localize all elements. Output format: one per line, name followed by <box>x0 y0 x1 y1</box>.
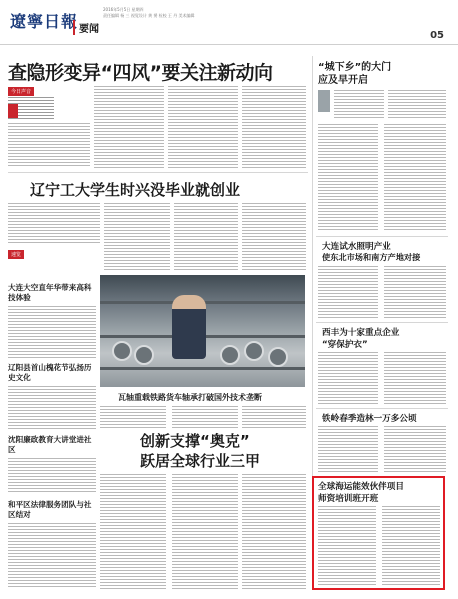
page-number: 05 <box>430 30 444 41</box>
headline-top: 查隐形变异“四风”要关注新动向 <box>8 62 273 84</box>
intro-photo <box>8 104 18 118</box>
brief-item-4: 和平区法律服务团队与社区结对 <box>8 500 92 519</box>
right-text-b <box>388 90 446 120</box>
graduates-text-col3 <box>174 203 238 271</box>
right-divider-3 <box>316 408 448 409</box>
right-headline-4: 铁岭春季造林一万多公顷 <box>322 414 417 424</box>
right-text-e <box>318 266 378 318</box>
headline-innovation-line2: 跃居全球行业三甲 <box>140 452 261 470</box>
caption-text-col2 <box>172 406 238 428</box>
column-divider <box>312 56 313 476</box>
right-text-a <box>334 90 384 120</box>
worker-figure <box>172 295 206 359</box>
brief-item-3: 沈阳廉政教育大讲堂进社区 <box>8 435 92 454</box>
brief-item-3-text <box>8 458 96 494</box>
right-text-j <box>384 426 446 472</box>
brief-tag: 速览 <box>8 250 24 259</box>
right-headline-1-line1: “城下乡”的大门 <box>318 62 392 73</box>
right-headline-2-line1: 大连试水照明产业 <box>322 242 391 252</box>
article-text-col3 <box>168 86 238 168</box>
article-text-col4 <box>242 86 306 168</box>
right-text-f <box>384 266 446 318</box>
photo-caption: 瓦轴重载铁路货车轴承打破国外技术垄断 <box>118 393 262 402</box>
headline-graduates: 辽宁工大学生时兴没毕业就创业 <box>30 181 241 199</box>
masthead-date: 2016年5月5日 星期四 <box>103 7 144 12</box>
newspaper-logo: 遼寧日報 <box>10 12 79 31</box>
right-headline-5-line1: 全球海运能效伙伴项目 <box>318 482 404 492</box>
graduates-text-col4 <box>242 203 306 271</box>
right-headline-3-line2: “穿保护衣” <box>322 340 368 350</box>
section-divider <box>8 172 308 173</box>
brief-item-2: 辽阳县首山槐花节弘扬历史文化 <box>8 363 92 382</box>
graduates-text-col1 <box>8 203 100 245</box>
right-headline-3-line1: 西丰为十家重点企业 <box>322 328 400 338</box>
right-divider-1 <box>316 236 448 237</box>
innovation-text-col3 <box>242 474 306 590</box>
author-photo <box>318 90 330 112</box>
right-headline-1-line2: 应及早开启 <box>318 75 368 86</box>
right-text-i <box>318 426 378 472</box>
right-headline-5-line2: 师资培训班开班 <box>318 494 379 504</box>
article-text-col2 <box>94 86 164 168</box>
innovation-text-col2 <box>172 474 238 590</box>
caption-text-col1 <box>100 406 166 428</box>
today-voice-tag: 今日声音 <box>8 87 34 96</box>
headline-innovation-line1: 创新支撑“奥克” <box>140 432 250 450</box>
right-text-d <box>384 124 446 232</box>
masthead-editors: 责任编辑 杨 三 视觉设计 黄 赟 检校 王 丹 美术编辑 <box>103 13 195 18</box>
caption-text-col3 <box>242 406 306 428</box>
section-label: 要闻 <box>73 20 99 35</box>
right-divider-2 <box>316 322 448 323</box>
right-headline-2-line2: 使东北市场和南方产地对接 <box>322 252 421 262</box>
right-text-g <box>318 352 378 404</box>
right-text-c <box>318 124 378 232</box>
article-text-col1 <box>8 123 90 167</box>
factory-photo <box>100 275 305 387</box>
right-text-l <box>382 506 440 586</box>
right-text-h <box>384 352 446 404</box>
graduates-text-col2 <box>104 203 170 271</box>
masthead <box>0 0 458 45</box>
brief-item-2-text <box>8 386 96 430</box>
right-text-k <box>318 506 376 586</box>
masthead-meta <box>103 7 194 19</box>
innovation-text-col1 <box>100 474 166 590</box>
brief-item-1-text <box>8 306 96 358</box>
brief-item-4-text <box>8 523 96 589</box>
brief-item-1: 大连大空直年华带来高科技体验 <box>8 283 92 302</box>
